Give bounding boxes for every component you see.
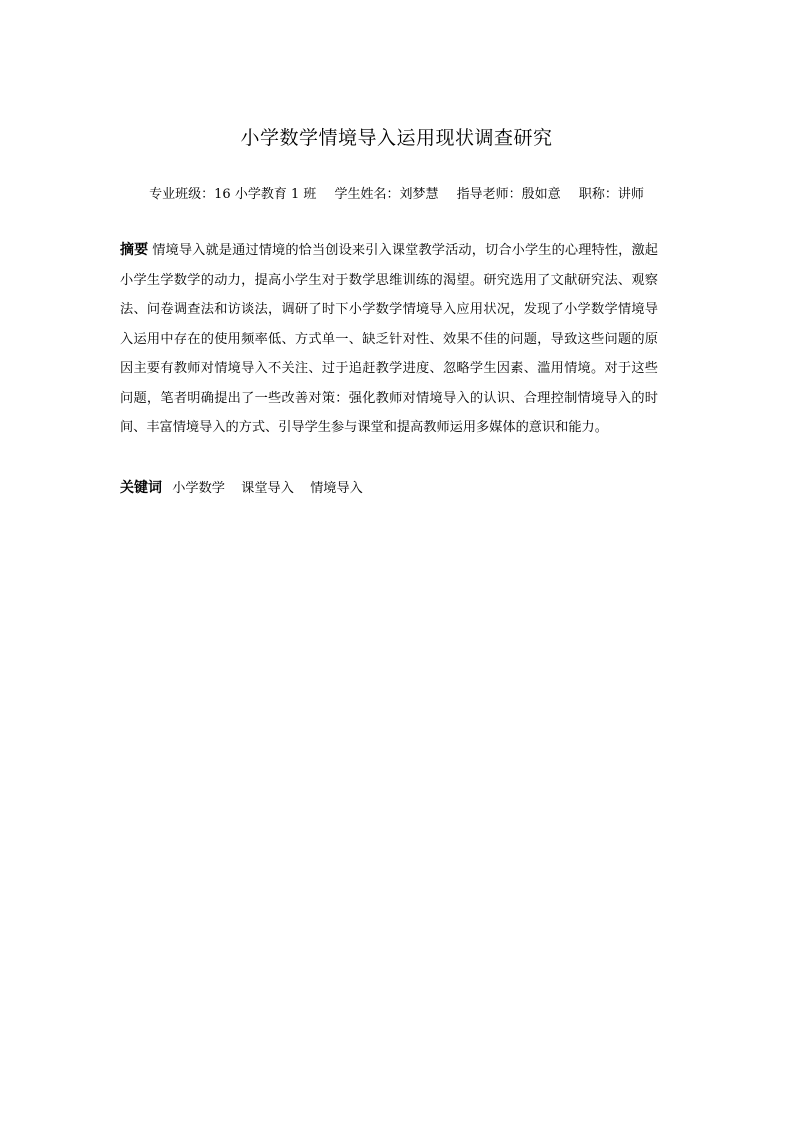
author-info-line [0, 184, 793, 206]
keyword-item: 课堂导入 [241, 481, 294, 496]
student-name-field: 学生姓名：刘梦慧 [334, 187, 439, 202]
keywords-heading: 关键词 [120, 480, 162, 496]
major-class-field: 专业班级：16 小学教育 1 班 [149, 187, 317, 202]
abstract-section [120, 236, 658, 443]
advisor-field: 指导老师：殷如意 [456, 187, 561, 202]
rank-field: 职称：讲师 [578, 187, 644, 202]
abstract-text: 情境导入就是通过情境的恰当创设来引入课堂教学活动，切合小学生的心理特性，激起小学生学数学的动力，提高小学生对于数学思维训练的渴望。研究选用了文献研究法、观察法、问卷调查法和访谈法，调研了时下小学数学情境导入应用状况，发现了小学数学情境导入运用中存在的使用频率低、方式单一、缺乏针对性、效果不佳的问题，导致这些问题的原因主要有教师对情境导入不关注、过于追赶教学进度、忽略学生因素、滥用情境。对于这些问题，笔者明确提出了一些改善对策：强化教师对情境导入的认识、合理控制情境导入的时间、丰富情境导入的方式、引导学生参与课堂和提高教师运用多媒体的意识和能力。 [120, 243, 658, 435]
keywords-section [120, 476, 658, 501]
abstract-heading: 摘要 [120, 242, 149, 258]
document-title: 小学数学情境导入运用现状调查研究 [240, 127, 553, 149]
keyword-item: 情境导入 [310, 481, 363, 496]
keyword-item: 小学数学 [172, 481, 225, 496]
